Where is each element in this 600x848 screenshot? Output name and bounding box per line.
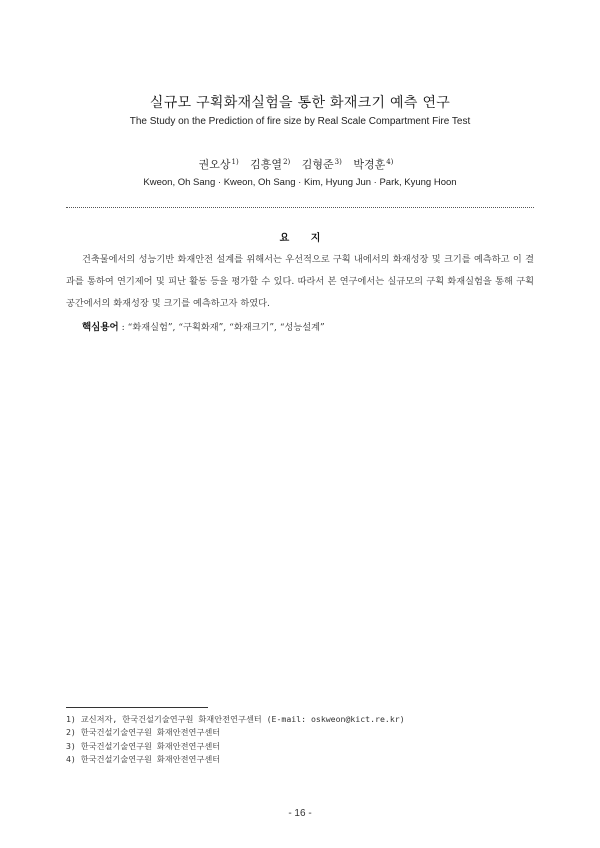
section-divider [66, 207, 534, 208]
footnote-item: 1) 교신저자, 한국건설기술연구원 화재안전연구센터 (E-mail: oskweon@kict.re.kr) [66, 714, 405, 724]
author-footnote-mark[interactable]: 1) [231, 158, 239, 166]
author-name: 권오상 [198, 158, 231, 171]
author-name: 김형준 [301, 158, 334, 171]
keywords-label: 핵심용어 [82, 322, 119, 333]
author-footnote-mark[interactable]: 2) [283, 158, 291, 166]
footnote-item: 3) 한국건설기술연구원 화재안전연구센터 [66, 740, 221, 751]
abstract-heading: 요 지 [279, 233, 321, 244]
author-list-english: Kweon, Oh Sang · Kweon, Oh Sang · Kim, Hyung Jun · Park, Kyung Hoon [143, 177, 457, 188]
footnote-list [66, 713, 534, 767]
author-name: 김흥열 [250, 158, 283, 171]
footnote-item: 4) 한국건설기술연구원 화재안전연구센터 [66, 754, 221, 765]
author-footnote-mark[interactable]: 3) [334, 158, 342, 166]
keywords-text: “화재실험”, “구획화재”, “화재크기”, “성능설계” [127, 322, 325, 333]
page-number: - 16 - [288, 808, 312, 819]
abstract-body: 건축물에서의 성능기반 화재안전 설계를 위해서는 우선적으로 구획 내에서의 화재성장 및 크기를 예측하고 이 결과를 통하여 연기제어 및 피난 활동 등을 평가할 수 있다. 따라서 본 연구에서는 실규모의 구획 화재실험을 통해 구획 공간에서의 화재성장 및 크기를 예측하고자 하였다. [66, 254, 534, 309]
keywords-separator: : [118, 322, 128, 333]
author-name: 박경훈 [353, 158, 386, 171]
paper-title-korean: 실규모 구획화재실험을 통한 화재크기 예측 연구 [149, 95, 451, 111]
footnote-item: 2) 한국건설기술연구원 화재안전연구센터 [66, 727, 221, 738]
author-list-korean [0, 156, 600, 172]
author-footnote-mark[interactable]: 4) [386, 158, 394, 166]
paper-title-english: The Study on the Prediction of fire size by Real Scale Compartment Fire Test [129, 116, 471, 127]
keywords-line [82, 319, 534, 333]
footnote-rule [66, 707, 208, 708]
